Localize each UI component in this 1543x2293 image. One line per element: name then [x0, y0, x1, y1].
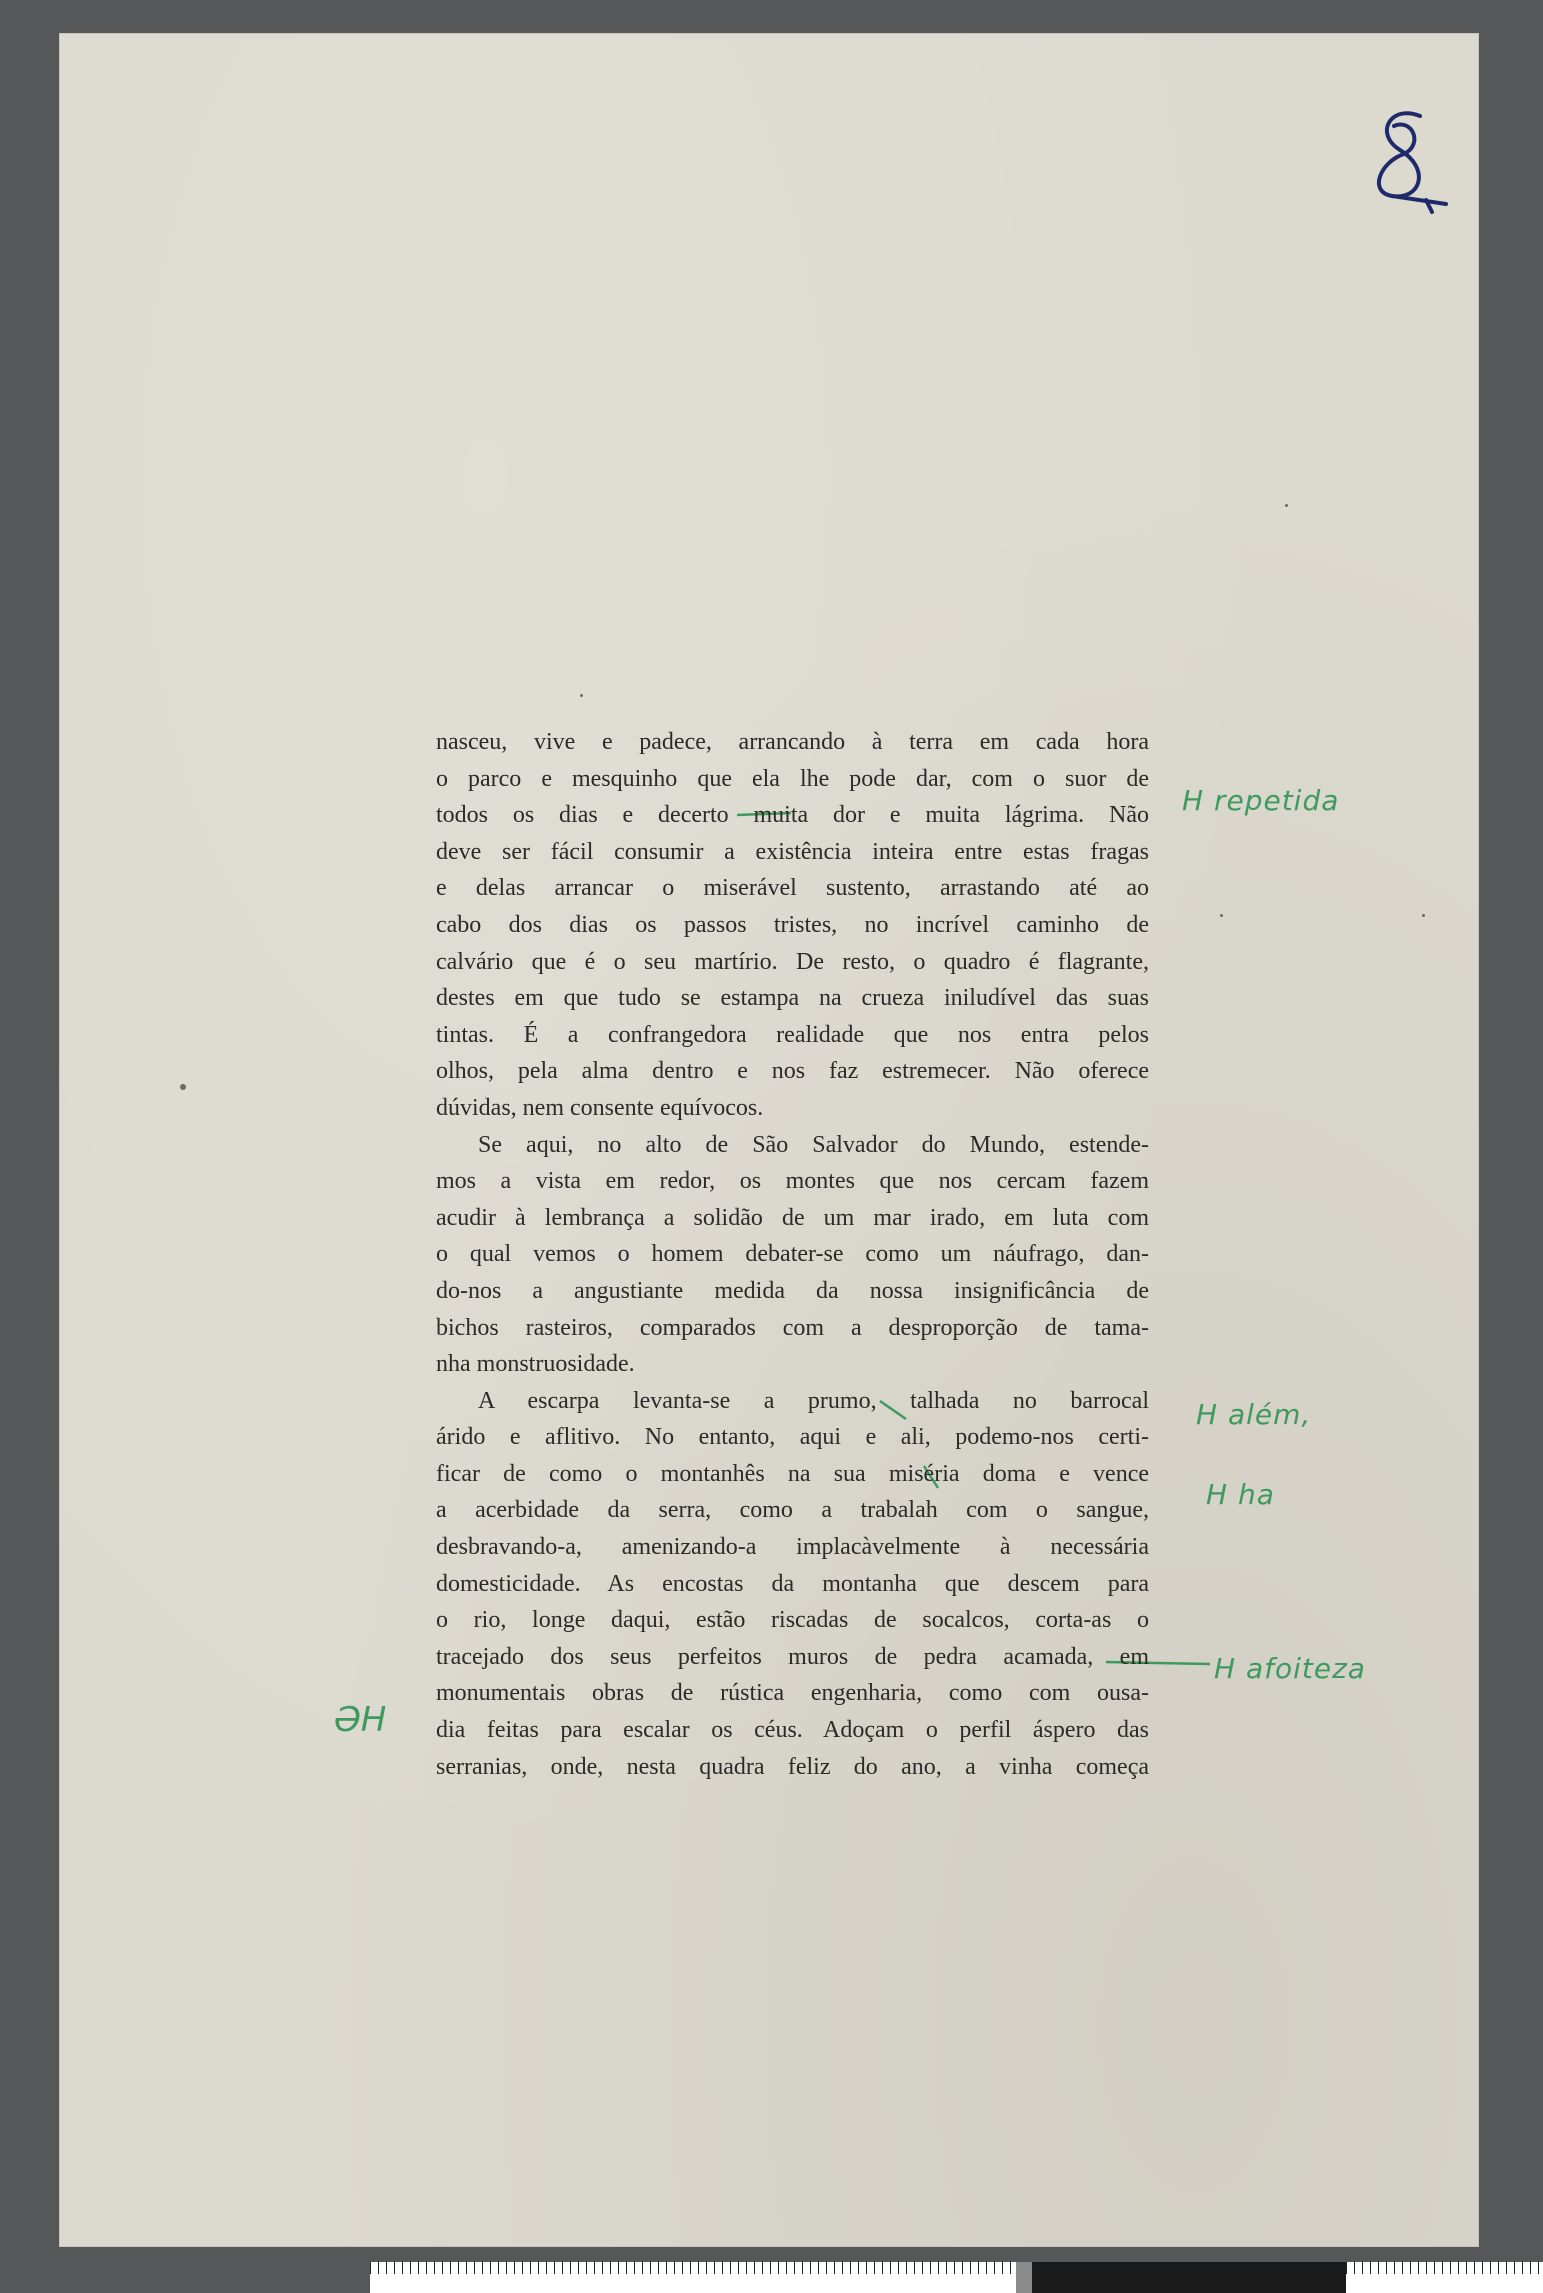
text-line: nha monstruosidade.: [436, 1351, 635, 1378]
text-line: o parco e mesquinho que ela lhe pode dar, com o suor de: [436, 765, 1149, 792]
margin-note-repetida: H repetida: [1182, 784, 1340, 817]
text-line: cabo dos dias os passos tristes, no incrível caminho de: [436, 911, 1149, 938]
text-line: tintas. É a confrangedora realidade que nos entra pelos: [436, 1021, 1149, 1048]
text-line: desbravando-a, amenizando-a implacàvelmente à necessária: [436, 1534, 1149, 1561]
text-line: deve ser fácil consumir a existência inteira entre estas fragas: [436, 838, 1149, 865]
color-bar: [1032, 2262, 1346, 2293]
text-line: tracejado dos seus perfeitos muros de pedra acamada, em: [436, 1643, 1149, 1670]
text-line: calvário que é o seu martírio. De resto, o quadro é flagrante,: [436, 948, 1149, 975]
text-line: monumentais obras de rústica engenharia, como com ousa-: [436, 1680, 1149, 1707]
text-line: nasceu, vive e padece, arrancando à terra em cada hora: [436, 729, 1149, 755]
text-line: serranias, onde, nesta quadra feliz do ano, a vinha começa: [436, 1753, 1149, 1780]
margin-note-ha: H ha: [1206, 1478, 1275, 1511]
text-line: mos a vista em redor, os montes que nos cercam fazem: [436, 1168, 1149, 1195]
text-line: domesticidade. As encostas da montanha que descem para: [436, 1570, 1149, 1597]
text-line: dúvidas, nem consente equívocos.: [436, 1094, 764, 1121]
text-line: destes em que tudo se estampa na crueza iniludível das suas: [436, 985, 1149, 1012]
text-line: bichos rasteiros, comparados com a desproporção de tama-: [436, 1314, 1149, 1341]
text-line: olhos, pela alma dentro e nos faz estremecer. Não oferece: [436, 1058, 1149, 1085]
text-line: árido e aflitivo. No entanto, aqui e ali, podemo-nos certi-: [436, 1424, 1149, 1451]
text-line: e delas arrancar o miserável sustento, arrastando até ao: [436, 875, 1149, 902]
text-line: ficar de como o montanhês na sua miséria doma e vence: [436, 1460, 1149, 1487]
text-line: do-nos a angustiante medida da nossa insignificância de: [436, 1277, 1149, 1304]
text-line: o qual vemos o homem debater-se como um náufrago, dan-: [436, 1241, 1149, 1268]
text-line: todos os dias e decerto muita dor e muita lágrima. Não: [436, 802, 1149, 829]
text-line: dia feitas para escalar os céus. Adoçam o perfil áspero das: [436, 1717, 1149, 1744]
page-number: [1360, 104, 1450, 214]
margin-note-alem: H além,: [1196, 1398, 1312, 1431]
scale-ruler: [370, 2262, 1543, 2293]
text-line: Se aqui, no alto de São Salvador do Mundo, estende-: [478, 1131, 1149, 1158]
text-line: A escarpa levanta-se a prumo, talhada no barrocal: [478, 1387, 1149, 1414]
proof-mark: ƏH: [334, 1700, 387, 1740]
body-text: [436, 724, 1149, 1785]
ruler-divider: [1016, 2262, 1032, 2293]
text-line: acudir à lembrança a solidão de um mar irado, em luta com: [436, 1204, 1149, 1231]
text-line: a acerbidade da serra, como a trabalah com o sangue,: [436, 1497, 1149, 1524]
margin-note-afoiteza: H afoiteza: [1214, 1652, 1366, 1685]
text-line: o rio, longe daqui, estão riscadas de socalcos, corta-as o: [436, 1607, 1149, 1634]
